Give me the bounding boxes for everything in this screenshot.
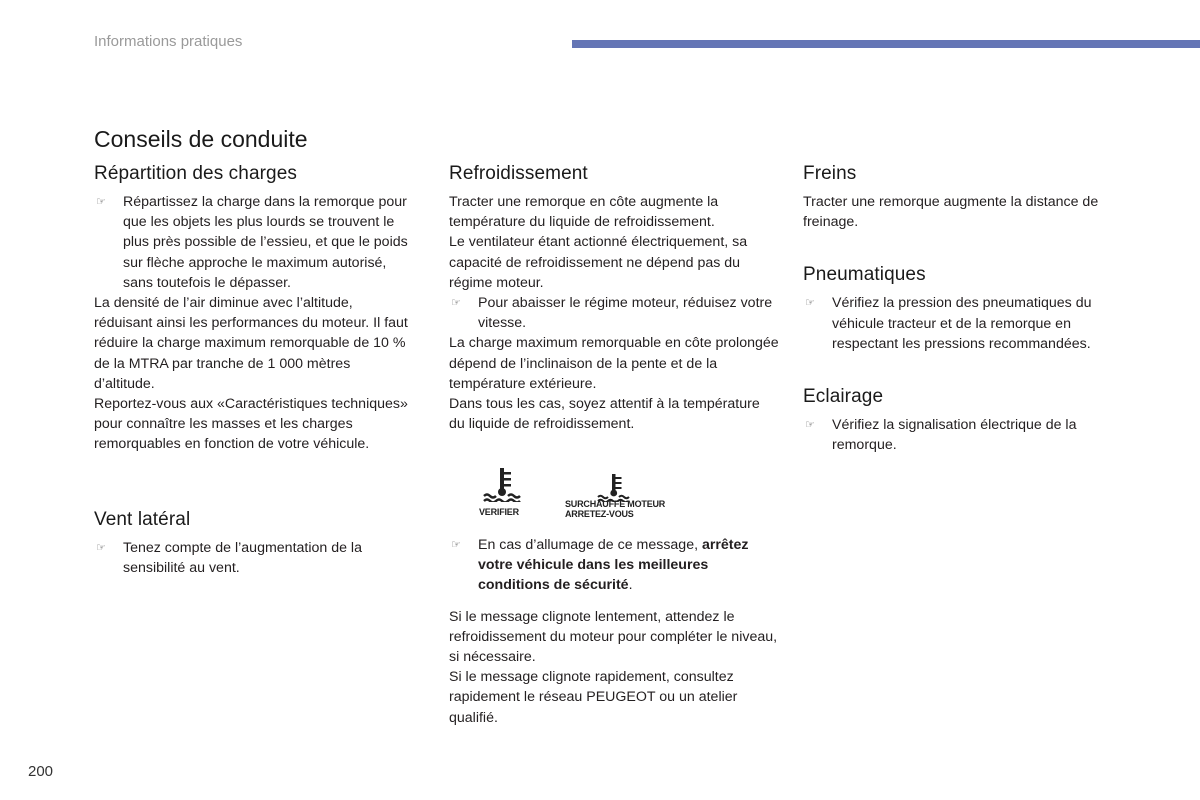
paragraph: Si le message clignote rapidement, consultez rapidement le réseau PEUGEOT ou un atelier qualifié. xyxy=(449,669,738,726)
bullet-item xyxy=(803,293,1133,354)
header-accent-bar xyxy=(572,40,1200,48)
paragraph: Si le message clignote lentement, attendez le refroidissement du moteur pour compléter le niveau, si nécessaire. xyxy=(449,608,778,666)
warning-caption-surchauffe xyxy=(565,499,665,519)
bullet-item xyxy=(449,293,779,333)
bullet-text-prefix: En cas d’allumage de ce message, xyxy=(478,537,702,553)
heading-repartition: Répartition des charges xyxy=(94,163,297,184)
paragraph: Tracter une remorque en côte augmente la température du liquide de refroidissement. xyxy=(449,194,719,231)
pointing-hand-icon: ☞ xyxy=(805,297,815,310)
column-middle-lower xyxy=(449,535,779,728)
pointing-hand-icon: ☞ xyxy=(96,196,106,208)
bullet-item xyxy=(803,415,1133,455)
coolant-temperature-icon xyxy=(482,466,522,502)
paragraph: Le ventilateur étant actionné électriquement, sa capacité de refroidissement ne dépend pas du régime moteur. xyxy=(449,234,748,291)
bullet-text: Vérifiez la pression des pneumatiques du véhicule tracteur et de la remorque en respectant les pressions recommandées. xyxy=(832,295,1092,352)
bullet-text: Vérifiez la signalisation électrique de la remorque. xyxy=(832,417,1077,454)
column-right xyxy=(803,163,1133,455)
paragraph: La charge maximum remorquable en côte prolongée dépend de l’inclinaison de la pente et de la température extérieure. xyxy=(449,335,779,392)
warning-caption-line: SURCHAUFFE MOTEUR xyxy=(565,499,666,509)
heading-vent-lateral: Vent latéral xyxy=(94,508,191,530)
page-number: 200 xyxy=(28,763,54,780)
bullet-text-bold: arrêtez votre véhicule dans les meilleures conditions de sécurité xyxy=(478,537,749,594)
pointing-hand-icon: ☞ xyxy=(451,539,461,551)
paragraph: Reportez-vous aux «Caractéristiques techniques» pour connaître les masses et les charges remorquables en fonction de votre véhicule. xyxy=(94,396,408,453)
bullet-item xyxy=(94,192,414,293)
pointing-hand-icon: ☞ xyxy=(451,297,461,310)
bullet-text-suffix: . xyxy=(628,577,633,594)
heading-refroidissement: Refroidissement xyxy=(449,163,588,184)
paragraph: Tracter une remorque augmente la distance de freinage. xyxy=(803,194,1099,231)
bullet-text: Tenez compte de l’augmentation de la sensibilité au vent. xyxy=(123,539,362,576)
warning-caption-line: ARRETEZ-VOUS xyxy=(565,509,634,519)
pointing-hand-icon: ☞ xyxy=(96,541,106,554)
heading-freins: Freins xyxy=(803,163,857,184)
page-title: Conseils de conduite xyxy=(94,126,308,152)
bullet-item xyxy=(449,535,779,596)
pointing-hand-icon: ☞ xyxy=(805,419,815,432)
bullet-text: Répartissez la charge dans la remorque pour que les objets les plus lourds se trouvent le plus près possible de l’essieu, et que le poids sur flèche approche le maximum autorisé, sans toutefois le dépasser. xyxy=(123,194,408,291)
heading-eclairage: Eclairage xyxy=(803,386,884,408)
paragraph: Dans tous les cas, soyez attentif à la température du liquide de refroidissement. xyxy=(449,396,760,433)
column-middle xyxy=(449,163,779,434)
bullet-item xyxy=(94,538,414,578)
bullet-text: Pour abaisser le régime moteur, réduisez votre vitesse. xyxy=(478,295,773,332)
warning-caption-verifier: VERIFIER xyxy=(479,507,519,517)
column-left xyxy=(94,163,414,578)
paragraph: La densité de l’air diminue avec l’altitude, réduisant ainsi les performances du moteur. Il faut réduire la charge maximum remorquable de 10 % de la MTRA par tranche de 1 000 mètres d’altitude. xyxy=(94,295,408,392)
engine-overheat-icon xyxy=(596,472,632,502)
coolant-warning-figure xyxy=(478,466,698,522)
heading-pneumatiques: Pneumatiques xyxy=(803,264,926,286)
section-label: Informations pratiques xyxy=(94,33,243,50)
